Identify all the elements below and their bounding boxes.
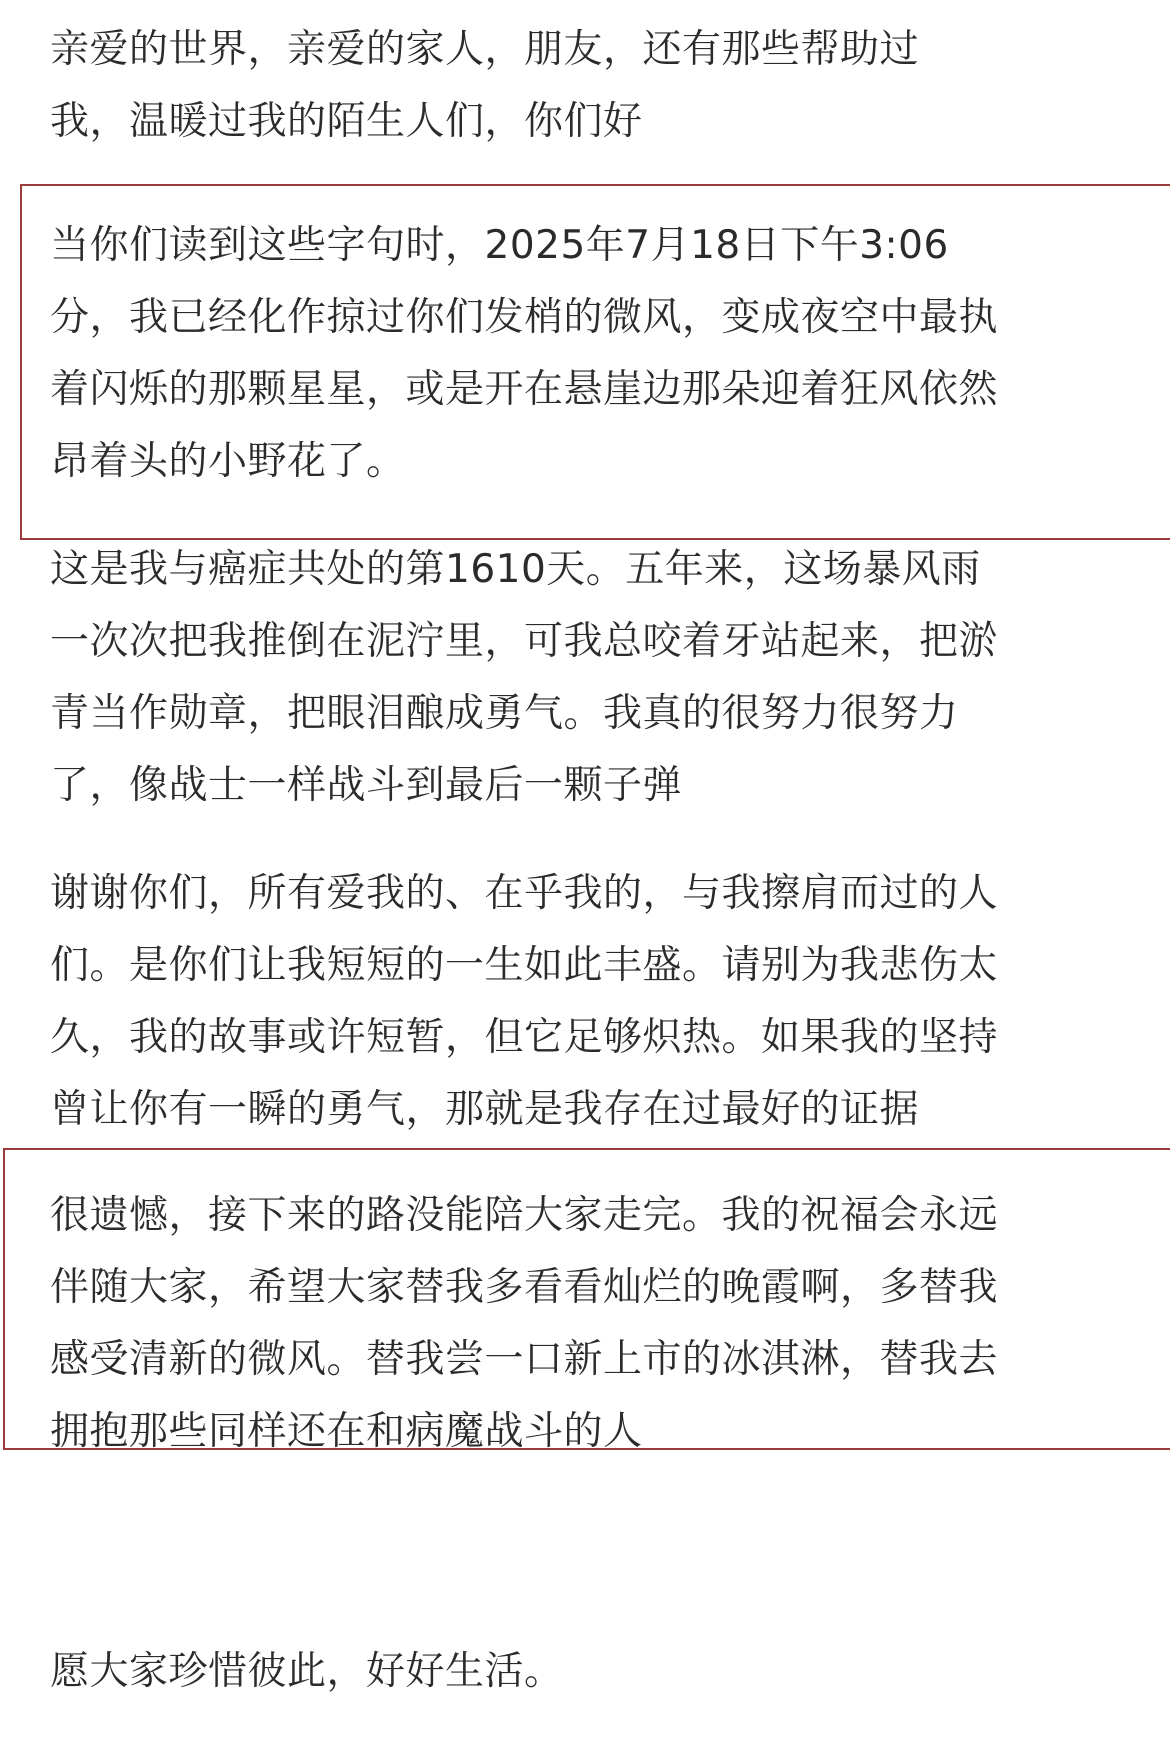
text-line: 我，温暖过我的陌生人们，你们好: [50, 99, 643, 144]
text-line: 分，我已经化作掠过你们发梢的微风，变成夜空中最执: [50, 295, 999, 340]
text-line: 着闪烁的那颗星星，或是开在悬崖边那朵迎着狂风依然: [50, 367, 999, 412]
text-line: 愿大家珍惜彼此，好好生活。: [50, 1649, 564, 1694]
text-line: 亲爱的世界，亲爱的家人，朋友，还有那些帮助过: [50, 27, 920, 72]
text-line: 拥抱那些同样还在和病魔战斗的人: [50, 1409, 643, 1454]
wishes-paragraph: [50, 1180, 1120, 1468]
text-line: 一次次把我推倒在泥泞里，可我总咬着牙站起来，把淤: [50, 619, 999, 664]
text-line: 当你们读到这些字句时，2025年7月18日下午3:06: [50, 223, 949, 268]
text-line: 谢谢你们，所有爱我的、在乎我的，与我擦肩而过的人: [50, 871, 999, 916]
text-line: 伴随大家，希望大家替我多看看灿烂的晚霞啊，多替我: [50, 1265, 999, 1310]
text-line: 了，像战士一样战斗到最后一颗子弹: [50, 763, 683, 808]
greeting-paragraph: [50, 14, 1120, 158]
text-line: 久，我的故事或许短暂，但它足够炽热。如果我的坚持: [50, 1015, 999, 1060]
text-line: 昂着头的小野花了。: [50, 439, 406, 484]
text-line: 这是我与癌症共处的第1610天。五年来，这场暴风雨: [50, 547, 981, 592]
text-line: 感受清新的微风。替我尝一口新上市的冰淇淋，替我去: [50, 1337, 999, 1382]
text-line: 很遗憾，接下来的路没能陪大家走完。我的祝福会永远: [50, 1193, 999, 1238]
cancer-journey-paragraph: [50, 534, 1120, 822]
text-line: 们。是你们让我短短的一生如此丰盛。请别为我悲伤太: [50, 943, 999, 988]
closing-paragraph: [50, 1636, 1120, 1708]
farewell-time-paragraph: [50, 210, 1120, 498]
thanks-paragraph: [50, 858, 1120, 1146]
text-line: 青当作勋章，把眼泪酿成勇气。我真的很努力很努力: [50, 691, 959, 736]
text-line: 曾让你有一瞬的勇气，那就是我存在过最好的证据: [50, 1087, 920, 1132]
